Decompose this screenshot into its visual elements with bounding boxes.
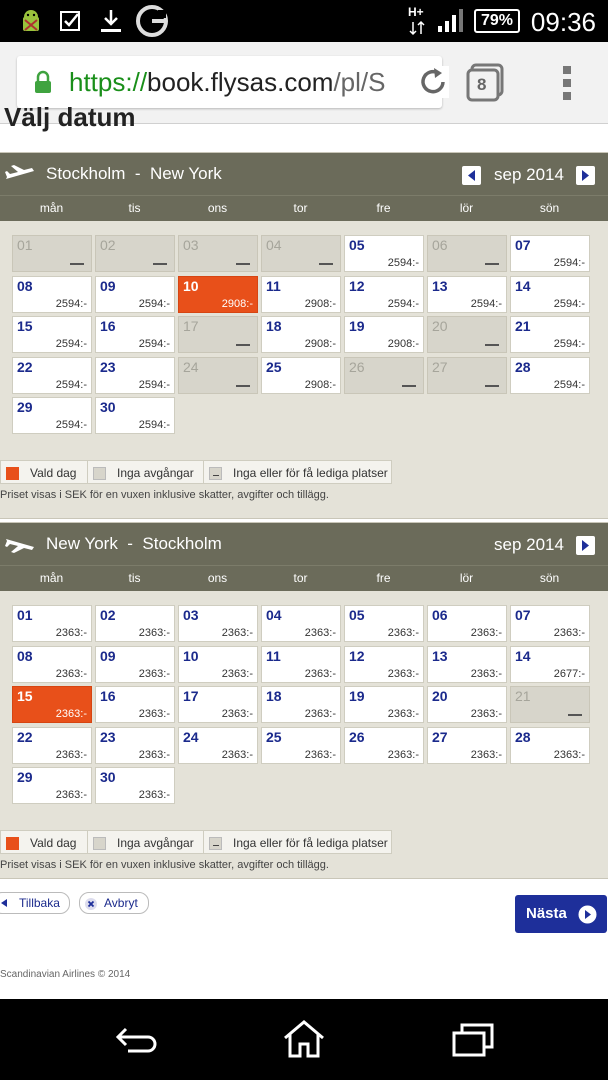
day-price: 2594:- xyxy=(470,297,502,310)
day-price: 2363:- xyxy=(55,748,87,761)
day-price: 2363:- xyxy=(387,627,419,639)
day-number: 30 xyxy=(100,769,116,785)
day-price: 2677:- xyxy=(553,667,585,680)
day-price: 2363:- xyxy=(221,667,253,680)
weekday-label: tor xyxy=(293,571,308,585)
legend-no-departures-label: Inga avgångar xyxy=(117,836,194,850)
return-header xyxy=(0,523,608,565)
next-month-icon[interactable] xyxy=(576,166,595,185)
unavailable-dash xyxy=(236,385,250,387)
day-number: 15 xyxy=(17,688,33,704)
legend-dash-mark xyxy=(213,845,219,846)
unavailable-dash xyxy=(485,344,499,346)
day-number: 01 xyxy=(17,237,33,253)
day-number: 22 xyxy=(17,358,33,375)
day-price: 2363:- xyxy=(470,748,502,761)
day-cell[interactable] xyxy=(95,357,175,394)
battery-indicator: 79% xyxy=(474,9,520,33)
day-number: 21 xyxy=(515,318,531,334)
day-cell[interactable] xyxy=(12,646,92,683)
cancel-button[interactable] xyxy=(79,892,149,914)
legend-no-departures-label: Inga avgångar xyxy=(117,466,194,480)
day-number: 12 xyxy=(349,277,365,294)
system-nav-bar xyxy=(0,999,608,1080)
return-month: sep 2014 xyxy=(494,535,564,554)
url-host: book.flysas.com xyxy=(147,67,334,97)
legend-few-seats-swatch xyxy=(209,837,222,850)
day-number: 21 xyxy=(515,688,531,704)
day-price: 2594:- xyxy=(138,297,170,310)
day-number: 10 xyxy=(183,647,199,664)
day-number: 01 xyxy=(17,607,33,623)
outbound-to: New York xyxy=(149,164,222,183)
day-number: 13 xyxy=(432,277,448,294)
day-cell[interactable] xyxy=(261,316,341,353)
url-field[interactable] xyxy=(17,56,442,108)
day-price: 2363:- xyxy=(221,708,253,720)
day-number: 19 xyxy=(349,318,365,334)
lock-icon xyxy=(33,70,53,94)
day-price: 2363:- xyxy=(304,627,336,639)
day-number: 26 xyxy=(349,728,365,745)
day-number: 03 xyxy=(183,237,199,253)
day-number: 27 xyxy=(432,358,448,375)
day-price: 2594:- xyxy=(553,338,585,350)
day-price: 2594:- xyxy=(553,257,585,269)
day-number: 09 xyxy=(100,277,116,294)
legend-selected-label: Vald dag xyxy=(30,466,77,480)
weekday-label: mån xyxy=(39,201,64,215)
legend-selected-label: Vald dag xyxy=(30,836,77,850)
day-number: 28 xyxy=(515,358,531,375)
day-number: 14 xyxy=(515,647,531,664)
unavailable-dash xyxy=(319,263,333,265)
legend-few-seats-label: Inga eller för få lediga platser xyxy=(233,836,388,850)
unavailable-dash xyxy=(485,263,499,265)
url-text xyxy=(69,67,385,98)
url-path: /pl/S xyxy=(333,67,386,97)
day-number: 11 xyxy=(266,277,281,294)
day-cell[interactable] xyxy=(95,605,175,642)
day-number: 14 xyxy=(515,277,531,294)
weekday-row xyxy=(0,565,608,591)
selected-day-cell[interactable] xyxy=(178,276,258,313)
day-price: 2908:- xyxy=(387,338,419,350)
return-calendar xyxy=(0,522,608,879)
day-number: 02 xyxy=(100,237,116,253)
day-price: 2363:- xyxy=(470,627,502,639)
day-price: 2908:- xyxy=(304,297,336,310)
day-cell[interactable] xyxy=(510,727,590,764)
day-cell[interactable] xyxy=(12,316,92,353)
day-number: 22 xyxy=(17,728,33,745)
weekday-label: tis xyxy=(128,201,141,215)
day-price: 2363:- xyxy=(221,748,253,761)
day-cell[interactable] xyxy=(178,686,258,723)
day-price: 2363:- xyxy=(387,748,419,761)
day-cell xyxy=(178,357,258,394)
day-price: 2594:- xyxy=(553,378,585,391)
weekday-label: lör xyxy=(459,201,474,215)
outbound-month: sep 2014 xyxy=(494,165,564,184)
day-price: 2594:- xyxy=(138,419,170,431)
day-cell[interactable] xyxy=(178,646,258,683)
day-cell[interactable] xyxy=(261,646,341,683)
day-number: 05 xyxy=(349,607,365,623)
day-number: 29 xyxy=(17,399,33,415)
day-price: 2594:- xyxy=(55,419,87,431)
url-scheme: https:// xyxy=(69,67,148,97)
day-number: 24 xyxy=(183,358,199,375)
close-icon xyxy=(85,898,97,910)
legend-no-departures-swatch xyxy=(93,467,106,480)
day-price: 2363:- xyxy=(304,748,336,761)
next-button[interactable] xyxy=(515,895,607,933)
day-number: 05 xyxy=(349,237,365,253)
day-number: 23 xyxy=(100,358,116,375)
day-cell[interactable] xyxy=(178,605,258,642)
legend-dash-mark xyxy=(213,475,219,476)
back-button[interactable] xyxy=(0,892,70,914)
day-cell[interactable] xyxy=(12,276,92,313)
checkbox-icon xyxy=(58,8,84,34)
day-number: 29 xyxy=(17,769,33,785)
day-cell xyxy=(178,235,258,272)
day-number: 23 xyxy=(100,728,116,745)
day-number: 16 xyxy=(100,318,116,334)
day-price: 2594:- xyxy=(138,378,170,391)
day-number: 04 xyxy=(266,237,282,253)
day-price: 2594:- xyxy=(387,257,419,269)
day-cell[interactable] xyxy=(12,605,92,642)
day-cell[interactable] xyxy=(510,605,590,642)
overflow-menu-icon[interactable] xyxy=(560,64,574,102)
page-content xyxy=(0,102,608,999)
plane-return-icon xyxy=(4,533,36,555)
unavailable-dash xyxy=(485,385,499,387)
day-number: 24 xyxy=(183,728,199,745)
day-cell[interactable] xyxy=(344,686,424,723)
back-icon[interactable] xyxy=(114,1023,158,1057)
weekday-label: sön xyxy=(539,571,560,585)
day-cell[interactable] xyxy=(95,767,175,804)
day-number: 11 xyxy=(266,647,281,664)
legend-no-departures-swatch xyxy=(93,837,106,850)
day-price: 2363:- xyxy=(304,708,336,720)
day-cell[interactable] xyxy=(12,397,92,434)
day-price: 2908:- xyxy=(304,378,336,391)
day-cell[interactable] xyxy=(95,727,175,764)
g-icon xyxy=(136,5,168,37)
day-cell[interactable] xyxy=(95,316,175,353)
day-cell[interactable] xyxy=(95,276,175,313)
day-number: 19 xyxy=(349,688,365,704)
price-note: Priset visas i SEK för en vuxen inklusive skatter, avgifter och tillägg. xyxy=(0,489,329,501)
day-number: 17 xyxy=(183,688,199,704)
outbound-from: Stockholm xyxy=(46,164,126,183)
weekday-label: tis xyxy=(128,571,141,585)
day-cell[interactable] xyxy=(427,605,507,642)
day-number: 27 xyxy=(432,728,448,745)
day-cell xyxy=(427,316,507,353)
day-number: 03 xyxy=(183,607,199,623)
day-cell[interactable] xyxy=(510,316,590,353)
weekday-label: ons xyxy=(207,571,228,585)
day-number: 26 xyxy=(349,358,365,375)
download-icon xyxy=(98,8,124,34)
unavailable-dash xyxy=(236,344,250,346)
day-price: 2594:- xyxy=(55,297,87,310)
outbound-route: Stockholm - New York xyxy=(46,164,222,183)
status-bar xyxy=(0,0,608,42)
day-number: 07 xyxy=(515,237,531,253)
day-cell[interactable] xyxy=(261,357,341,394)
day-number: 20 xyxy=(432,688,448,704)
day-cell[interactable] xyxy=(261,686,341,723)
day-number: 25 xyxy=(266,728,282,745)
day-cell xyxy=(178,316,258,353)
day-cell[interactable] xyxy=(344,316,424,353)
day-cell xyxy=(95,235,175,272)
day-number: 08 xyxy=(17,647,33,664)
day-price: 2363:- xyxy=(138,667,170,680)
day-price: 2908:- xyxy=(304,338,336,350)
day-number: 25 xyxy=(266,358,282,375)
day-price: 2363:- xyxy=(138,748,170,761)
weekday-label: ons xyxy=(207,201,228,215)
price-note: Priset visas i SEK för en vuxen inklusive skatter, avgifter och tillägg. xyxy=(0,859,329,871)
legend-divider xyxy=(203,831,204,853)
day-number: 18 xyxy=(266,318,282,334)
day-cell[interactable] xyxy=(344,605,424,642)
weekday-label: mån xyxy=(39,571,64,585)
day-cell[interactable] xyxy=(261,276,341,313)
day-price: 2363:- xyxy=(138,627,170,639)
reload-icon[interactable] xyxy=(417,66,449,98)
day-price: 2908:- xyxy=(221,297,253,310)
day-price: 2363:- xyxy=(470,667,502,680)
legend-selected-swatch xyxy=(6,467,19,480)
legend-few-seats-swatch xyxy=(209,467,222,480)
day-price: 2363:- xyxy=(304,667,336,680)
day-number: 10 xyxy=(183,277,199,294)
day-price: 2363:- xyxy=(470,708,502,720)
next-label: Nästa xyxy=(526,905,567,922)
legend-few-seats-label: Inga eller för få lediga platser xyxy=(233,466,388,480)
legend-divider xyxy=(87,461,88,483)
day-number: 09 xyxy=(100,647,116,664)
day-number: 08 xyxy=(17,277,33,294)
day-price: 2363:- xyxy=(138,708,170,720)
day-number: 07 xyxy=(515,607,531,623)
unavailable-dash xyxy=(153,263,167,265)
day-price: 2363:- xyxy=(221,627,253,639)
day-price: 2363:- xyxy=(387,708,419,720)
weekday-label: fre xyxy=(376,571,391,585)
day-price: 2363:- xyxy=(553,748,585,761)
outbound-calendar xyxy=(0,152,608,519)
day-cell[interactable] xyxy=(510,357,590,394)
day-number: 17 xyxy=(183,318,199,334)
day-cell[interactable] xyxy=(510,646,590,683)
day-cell[interactable] xyxy=(344,727,424,764)
weekday-row xyxy=(0,195,608,221)
day-number: 04 xyxy=(266,607,282,623)
day-price: 2594:- xyxy=(55,378,87,391)
data-arrows-icon xyxy=(408,20,428,36)
day-number: 02 xyxy=(100,607,116,623)
day-price: 2594:- xyxy=(55,338,87,350)
day-cell[interactable] xyxy=(95,397,175,434)
day-cell[interactable] xyxy=(427,727,507,764)
day-price: 2363:- xyxy=(55,667,87,680)
android-debug-icon xyxy=(18,8,44,34)
day-cell[interactable] xyxy=(344,276,424,313)
day-cell[interactable] xyxy=(344,646,424,683)
legend-divider xyxy=(203,461,204,483)
day-number: 16 xyxy=(100,688,116,704)
page-title: Välj datum xyxy=(4,102,136,132)
tab-count: 8 xyxy=(477,75,487,94)
weekday-label: lör xyxy=(459,571,474,585)
day-cell xyxy=(261,235,341,272)
day-number: 15 xyxy=(17,318,33,334)
day-cell[interactable] xyxy=(178,727,258,764)
legend-divider xyxy=(87,831,88,853)
day-cell xyxy=(427,357,507,394)
day-price: 2363:- xyxy=(387,667,419,680)
network-type: H+ xyxy=(408,5,424,19)
day-number: 30 xyxy=(100,399,116,415)
unavailable-dash xyxy=(70,263,84,265)
signal-icon xyxy=(436,8,466,34)
day-number: 18 xyxy=(266,688,282,704)
day-cell[interactable] xyxy=(510,276,590,313)
weekday-label: sön xyxy=(539,201,560,215)
back-arrow-icon xyxy=(0,898,9,908)
day-cell[interactable] xyxy=(344,235,424,272)
day-price: 2363:- xyxy=(553,627,585,639)
back-label: Tillbaka xyxy=(19,896,60,910)
day-price: 2363:- xyxy=(55,789,87,801)
day-number: 12 xyxy=(349,647,365,664)
day-cell[interactable] xyxy=(427,686,507,723)
unavailable-dash xyxy=(236,263,250,265)
day-number: 20 xyxy=(432,318,448,334)
day-cell[interactable] xyxy=(95,646,175,683)
day-cell[interactable] xyxy=(12,357,92,394)
outbound-header xyxy=(0,153,608,195)
day-price: 2594:- xyxy=(553,297,585,310)
unavailable-dash xyxy=(568,714,582,716)
return-to: Stockholm xyxy=(142,534,222,553)
tabs-button[interactable] xyxy=(466,62,506,102)
weekday-label: fre xyxy=(376,201,391,215)
day-number: 06 xyxy=(432,237,448,253)
weekday-label: tor xyxy=(293,201,308,215)
home-icon[interactable] xyxy=(282,1019,326,1059)
recent-apps-icon[interactable] xyxy=(452,1023,494,1057)
day-number: 13 xyxy=(432,647,448,664)
day-number: 06 xyxy=(432,607,448,623)
day-cell[interactable] xyxy=(427,646,507,683)
clock: 09:36 xyxy=(530,7,596,37)
selected-day-cell[interactable] xyxy=(12,686,92,723)
day-price: 2363:- xyxy=(138,789,170,801)
return-route: New York - Stockholm xyxy=(46,534,222,553)
day-cell[interactable] xyxy=(12,727,92,764)
plane-depart-icon xyxy=(4,163,36,185)
day-cell[interactable] xyxy=(95,686,175,723)
day-cell[interactable] xyxy=(12,767,92,804)
legend xyxy=(0,830,392,854)
day-cell[interactable] xyxy=(261,727,341,764)
unavailable-dash xyxy=(402,385,416,387)
next-arrow-icon xyxy=(578,905,597,924)
day-price: 2363:- xyxy=(55,627,87,639)
footer-copyright: Scandinavian Airlines © 2014 xyxy=(0,969,131,980)
next-month-icon[interactable] xyxy=(576,536,595,555)
day-price: 2594:- xyxy=(138,338,170,350)
day-cell[interactable] xyxy=(427,276,507,313)
day-cell xyxy=(427,235,507,272)
prev-month-icon[interactable] xyxy=(462,166,481,185)
return-from: New York xyxy=(46,534,118,553)
day-cell xyxy=(12,235,92,272)
day-number: 28 xyxy=(515,728,531,745)
day-cell xyxy=(344,357,424,394)
day-cell xyxy=(510,686,590,723)
day-price: 2363:- xyxy=(55,708,87,720)
day-cell[interactable] xyxy=(510,235,590,272)
day-price: 2594:- xyxy=(387,297,419,310)
cancel-label: Avbryt xyxy=(104,896,138,910)
day-cell[interactable] xyxy=(261,605,341,642)
legend xyxy=(0,460,392,484)
legend-selected-swatch xyxy=(6,837,19,850)
